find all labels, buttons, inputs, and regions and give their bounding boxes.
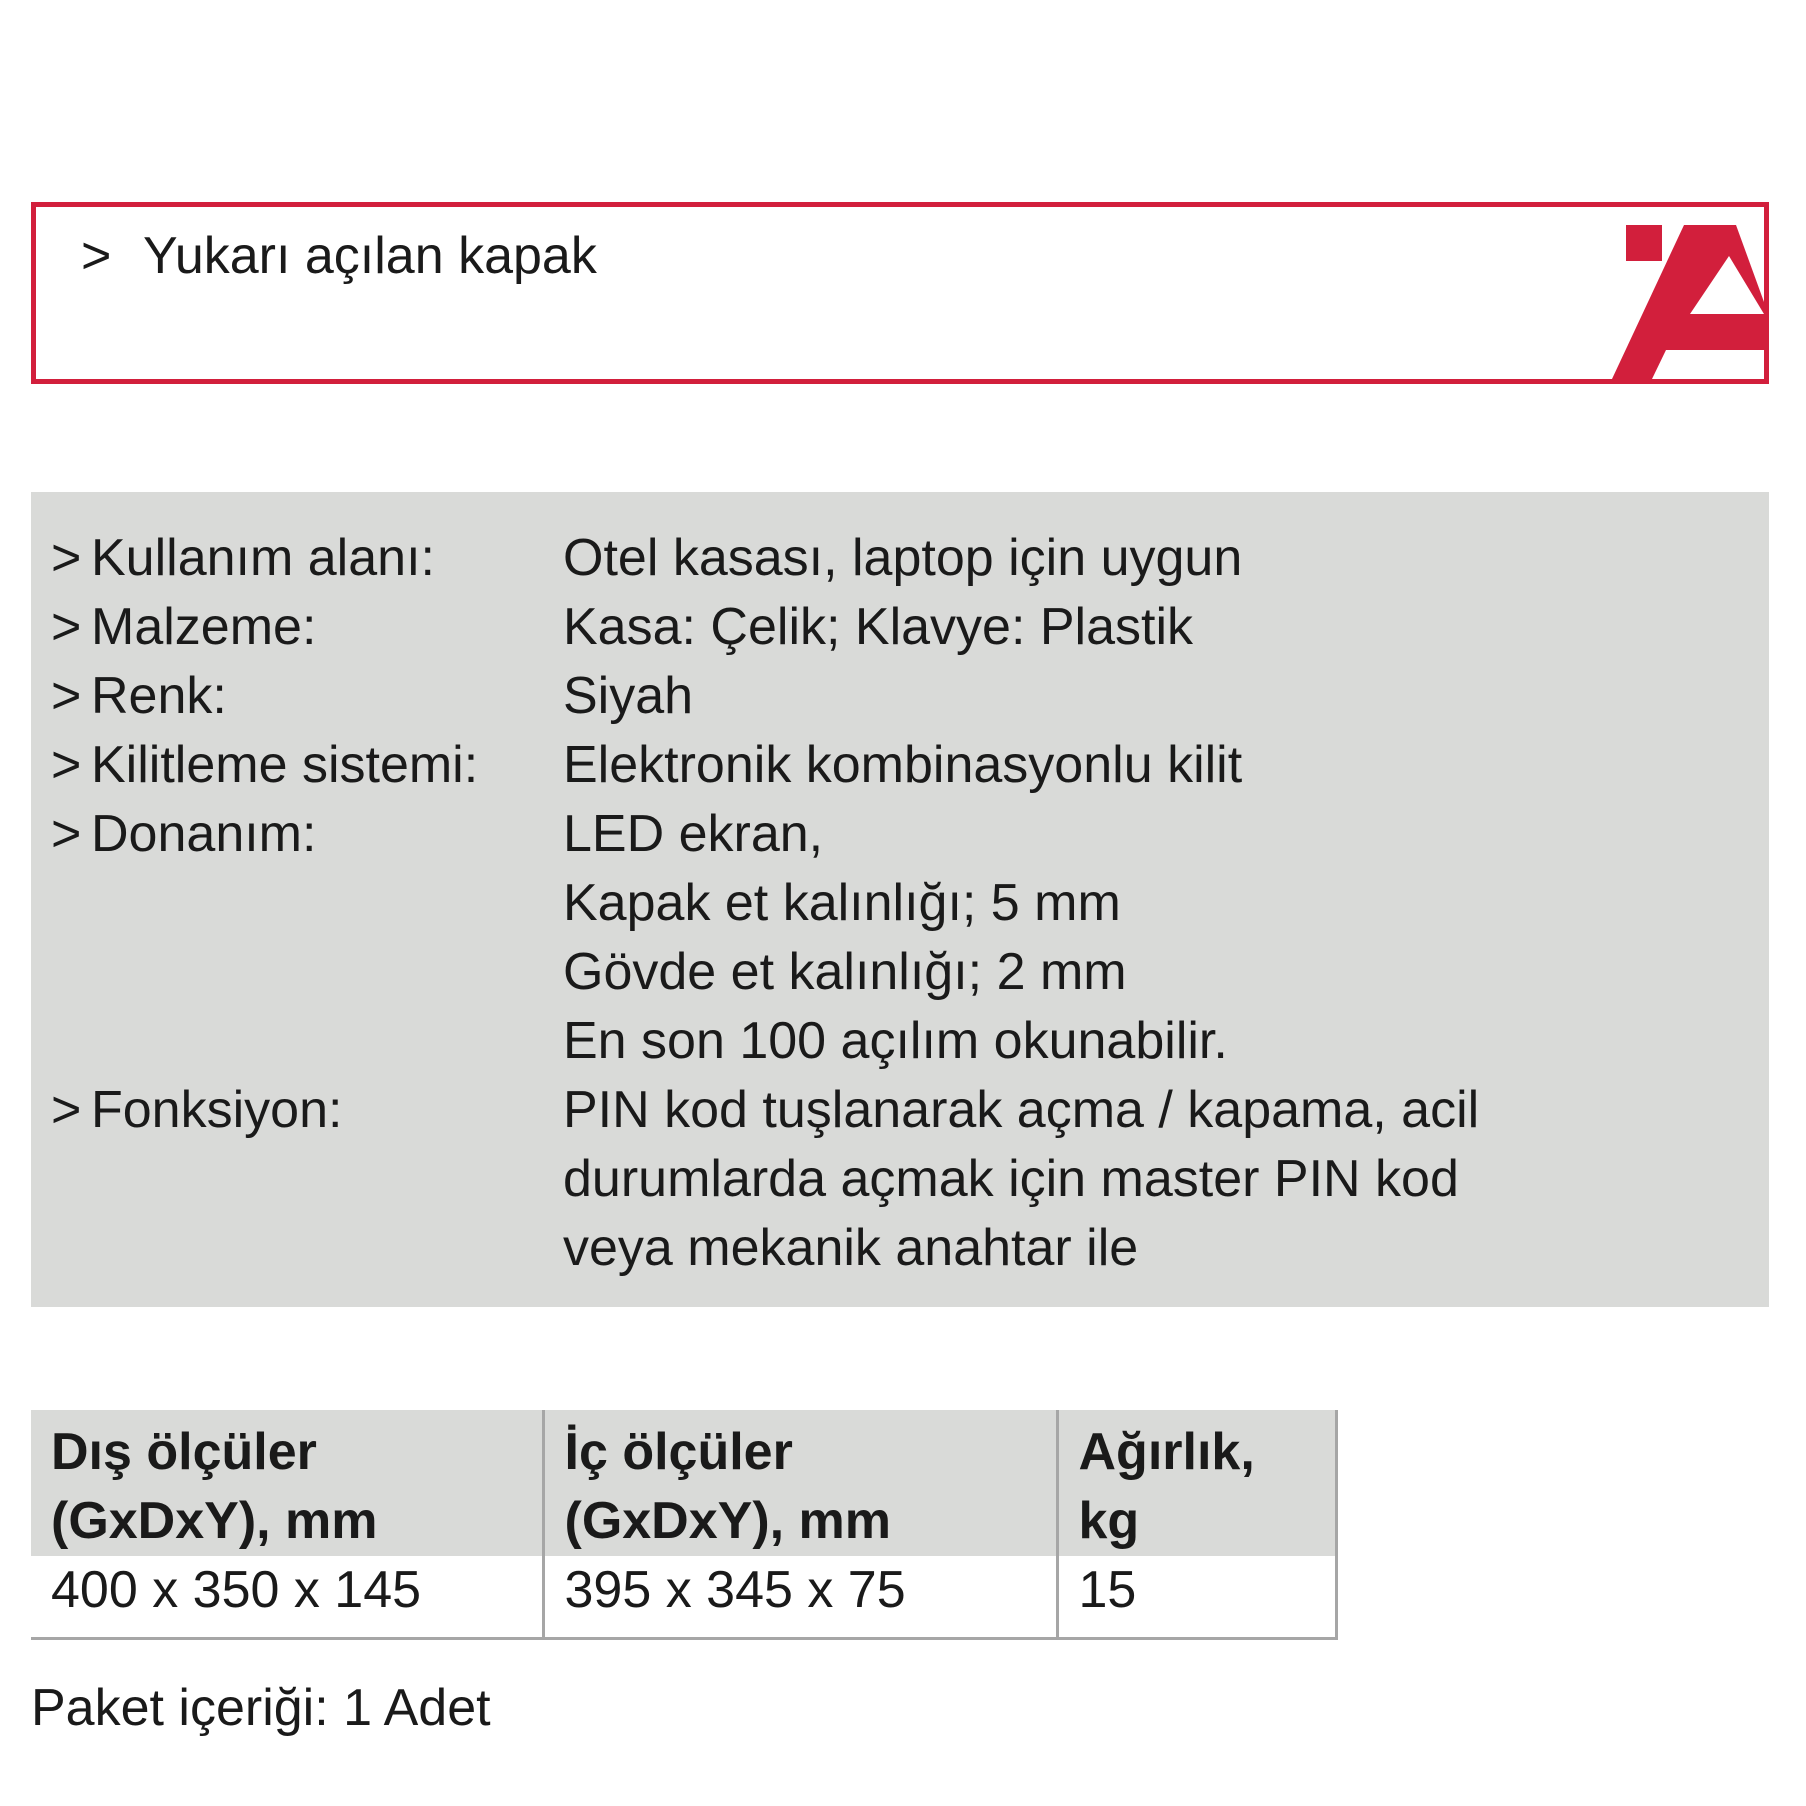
chevron-right-icon: > bbox=[81, 227, 112, 285]
spec-label: > Kullanım alanı: bbox=[51, 524, 435, 593]
chevron-right-icon: > bbox=[51, 529, 82, 587]
chevron-right-icon: > bbox=[51, 667, 82, 725]
inner-dimensions-value: 395 x 345 x 75 bbox=[543, 1556, 1057, 1638]
header-title bbox=[81, 221, 597, 291]
inner-dimensions-header: İç ölçüler (GxDxY), mm bbox=[543, 1410, 1057, 1556]
chevron-right-icon: > bbox=[51, 736, 82, 794]
spec-value: Elektronik kombinasyonlu kilit bbox=[563, 736, 1243, 794]
spec-label: > Donanım: bbox=[51, 800, 316, 869]
weight-header: Ağırlık, kg bbox=[1057, 1410, 1336, 1556]
chevron-right-icon: > bbox=[51, 805, 82, 863]
spec-value: PIN kod tuşlanarak açma / kapama, acil durumlarda açmak için master PIN kod veya mekanik anahtar ile bbox=[563, 1081, 1480, 1277]
chevron-right-icon: > bbox=[51, 1081, 82, 1139]
dimensions-table bbox=[31, 1410, 1338, 1640]
header-title-text: Yukarı açılan kapak bbox=[143, 227, 597, 285]
header-box bbox=[31, 202, 1769, 384]
spec-panel bbox=[31, 492, 1769, 1307]
spec-label: > Fonksiyon: bbox=[51, 1076, 342, 1145]
spec-label: > Malzeme: bbox=[51, 593, 316, 662]
table-row bbox=[31, 1556, 1336, 1638]
spec-value: Kasa: Çelik; Klavye: Plastik bbox=[563, 598, 1194, 656]
weight-value: 15 bbox=[1057, 1556, 1336, 1638]
spec-label: > Renk: bbox=[51, 662, 227, 731]
brand-a-logo-icon bbox=[1612, 202, 1764, 379]
outer-dimensions-value: 400 x 350 x 145 bbox=[31, 1556, 543, 1638]
outer-dimensions-header: Dış ölçüler (GxDxY), mm bbox=[31, 1410, 543, 1556]
spec-value: Otel kasası, laptop için uygun bbox=[563, 529, 1243, 587]
spec-value: Siyah bbox=[563, 667, 694, 725]
table-header-row bbox=[31, 1410, 1336, 1556]
package-contents-note: Paket içeriği: 1 Adet bbox=[31, 1679, 491, 1737]
spec-label: > Kilitleme sistemi: bbox=[51, 731, 478, 800]
spec-value: LED ekran, Kapak et kalınlığı; 5 mm Gövde et kalınlığı; 2 mm En son 100 açılım okunabilir. bbox=[563, 805, 1228, 1070]
chevron-right-icon: > bbox=[51, 598, 82, 656]
